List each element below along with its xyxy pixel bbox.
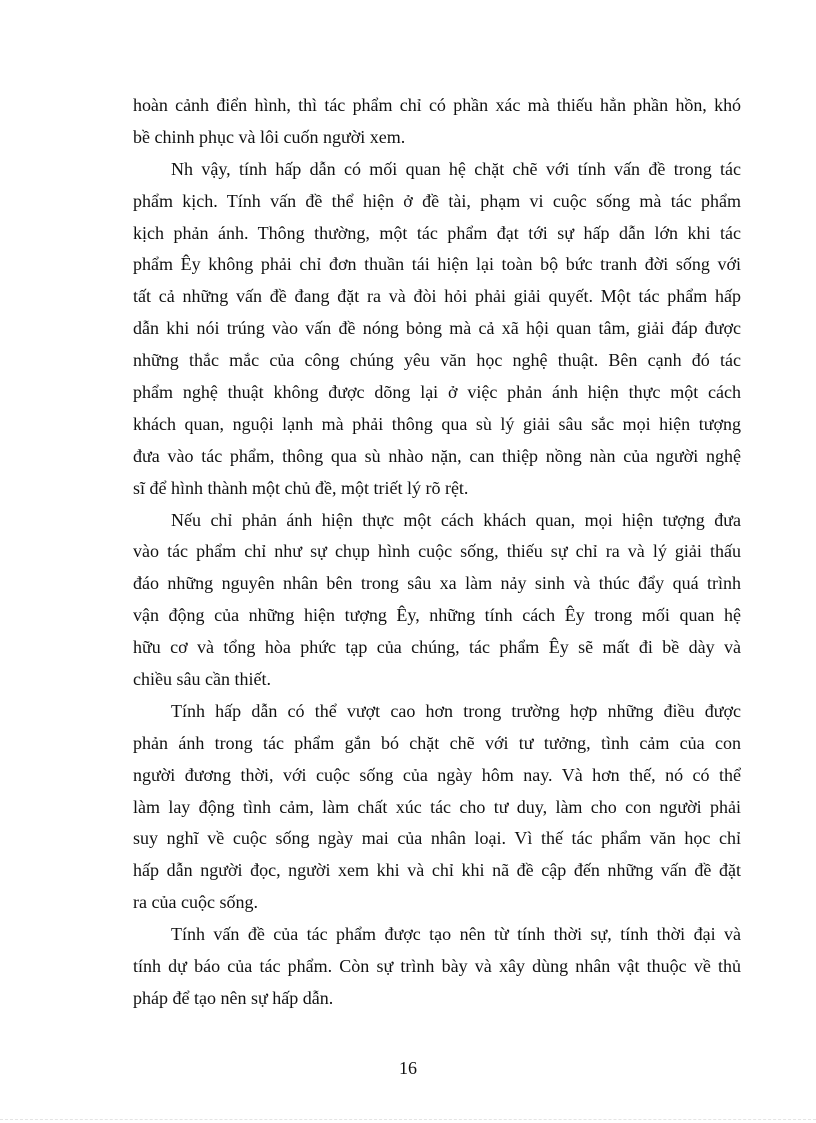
text-line: những thắc mắc của công chúng yêu văn học nghệ thuật. Bên cạnh đó tác: [133, 350, 741, 371]
text-line: phẩm Êy không phải chỉ đơn thuần tái hiện lại toàn bộ bức tranh đời sống với: [133, 254, 741, 275]
text-line: Nếu chỉ phản ánh hiện thực một cách khách quan, mọi hiện tượng đưa: [171, 509, 741, 530]
text-line: vận động của những hiện tượng Êy, những tính cách Êy trong mối quan hệ: [133, 605, 741, 626]
text-line: suy nghĩ về cuộc sống ngày mai của nhân loại. Vì thế tác phẩm văn học chỉ: [133, 828, 741, 849]
text-line: phản ánh trong tác phẩm gắn bó chặt chẽ với tư tưởng, tình cảm của con: [133, 732, 741, 753]
text-line: vào tác phẩm chỉ như sự chụp hình cuộc sống, thiếu sự chỉ ra và lý giải thấu: [133, 541, 741, 562]
text-line: đáo những nguyên nhân bên trong sâu xa làm nảy sinh và thúc đẩy quá trình: [133, 573, 741, 594]
text-line: làm lay động tình cảm, làm chất xúc tác cho tư duy, làm cho con người phải: [133, 796, 741, 817]
text-line: ra của cuộc sống.: [133, 892, 258, 913]
text-line: Tính hấp dẫn có thể vượt cao hơn trong trường hợp những điều được: [171, 700, 741, 721]
text-line: bề chinh phục và lôi cuốn người xem.: [133, 126, 406, 147]
text-line: pháp để tạo nên sự hấp dẫn.: [133, 987, 334, 1008]
page-number: 16: [399, 1058, 417, 1078]
text-line: người đương thời, với cuộc sống của ngày hôm nay. Và hơn thế, nó có thể: [133, 764, 741, 785]
text-line: Nh vậy, tính hấp dẫn có mối quan hệ chặt chẽ với tính vấn đề trong tác: [171, 158, 741, 179]
text-line: tất cả những vấn đề đang đặt ra và đòi hỏi phải giải quyết. Một tác phẩm hấp: [133, 286, 741, 307]
text-line: kịch phản ánh. Thông thường, một tác phẩm đạt tới sự hấp dẫn lớn khi tác: [133, 222, 741, 243]
text-line: khách quan, nguội lạnh mà phải thông qua sù lý giải sâu sắc mọi hiện tượng: [133, 413, 741, 434]
text-line: hấp dẫn người đọc, người xem khi và chỉ khi nã đề cập đến những vấn đề đặt: [133, 860, 741, 881]
text-line: đưa vào tác phẩm, thông qua sù nhào nặn, can thiệp nồng nàn của người nghệ: [133, 445, 741, 466]
text-line: phẩm nghệ thuật không được dõng lại ở việc phản ánh hiện thực một cách: [133, 382, 741, 403]
text-line: phẩm kịch. Tính vấn đề thể hiện ở đề tài, phạm vi cuộc sống mà tác phẩm: [133, 190, 741, 211]
text-line: dẫn khi nói trúng vào vấn đề nóng bỏng mà cả xã hội quan tâm, giải đáp được: [133, 318, 741, 339]
text-line: Tính vấn đề của tác phẩm được tạo nên từ tính thời sự, tính thời đại và: [171, 924, 741, 945]
body-text: [133, 90, 741, 1015]
text-line: chiều sâu cần thiết.: [133, 669, 271, 690]
text-line: hữu cơ và tổng hòa phức tạp của chúng, tác phẩm Êy sẽ mất đi bề dày và: [133, 637, 741, 658]
text-line: hoàn cảnh điển hình, thì tác phẩm chỉ có phần xác mà thiếu hẳn phần hồn, khó: [133, 95, 741, 115]
page-bottom-divider: [0, 1119, 816, 1120]
text-line: tính dự báo của tác phẩm. Còn sự trình bày và xây dùng nhân vật thuộc về thủ: [133, 956, 741, 977]
text-line: sĩ để hình thành một chủ đề, một triết lý rõ rệt.: [133, 477, 469, 498]
